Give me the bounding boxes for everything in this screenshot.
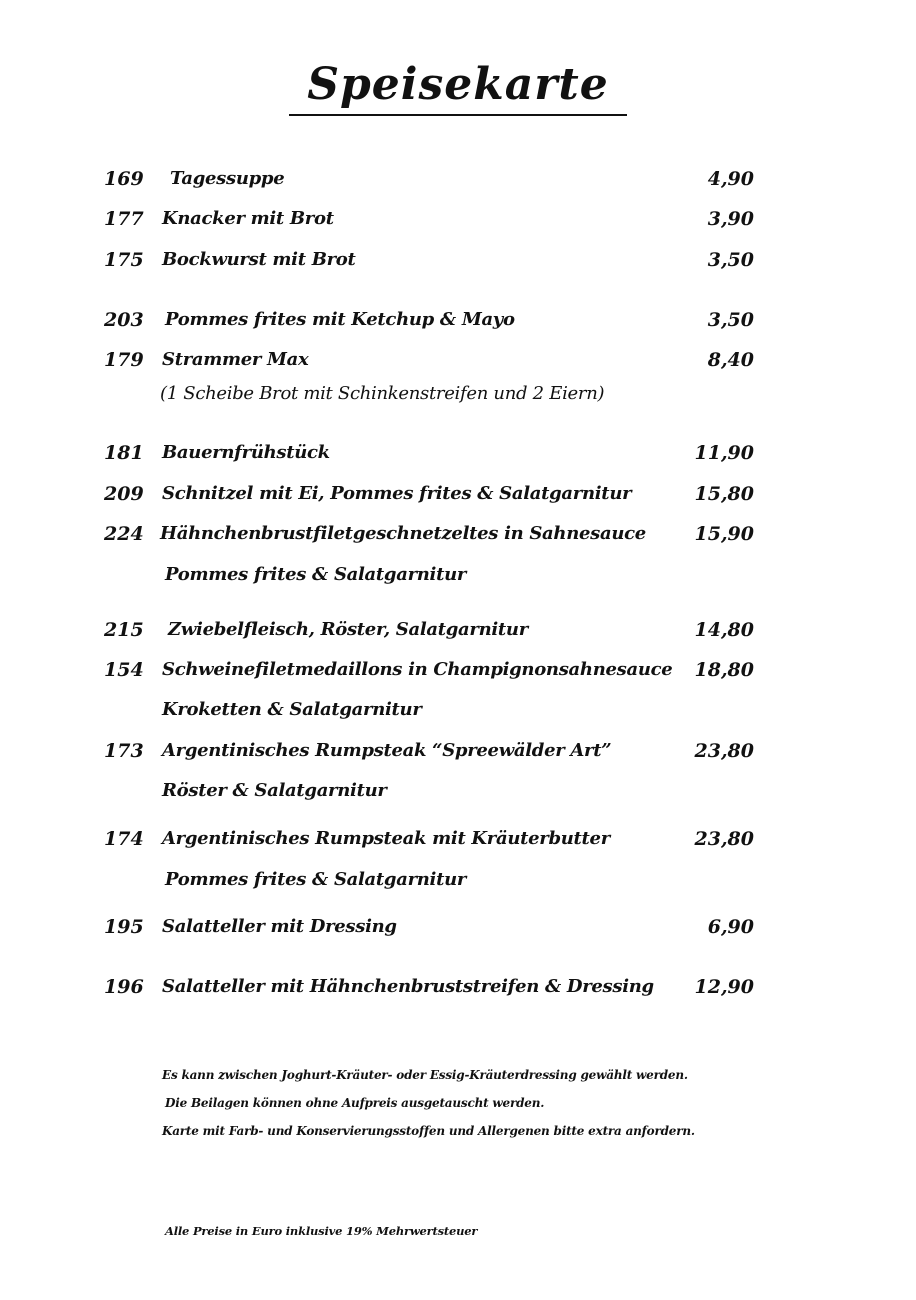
- item-number: 174: [104, 828, 144, 850]
- item-number: 169: [104, 168, 144, 190]
- menu-item-detail: [0, 695, 916, 725]
- menu-item-detail: [0, 560, 916, 590]
- item-price: 15,90: [694, 523, 754, 545]
- item-number: 179: [104, 349, 144, 371]
- menu-title-text: Speisekarte: [289, 58, 627, 116]
- item-number: 175: [104, 249, 144, 271]
- item-name: Schnitzel mit Ei, Pommes frites & Salatgarnitur: [162, 483, 632, 504]
- menu-item: [0, 519, 916, 549]
- item-name: Salatteller mit Dressing: [162, 916, 397, 937]
- menu-item-detail: [0, 865, 916, 895]
- menu-item: [0, 736, 916, 766]
- menu-item: [0, 655, 916, 685]
- item-detail: Kroketten & Salatgarnitur: [162, 699, 422, 720]
- item-name: Hähnchenbrustfiletgeschnetzeltes in Sahnesauce: [160, 523, 646, 544]
- item-name: Argentinisches Rumpsteak mit Kräuterbutter: [162, 828, 610, 849]
- menu-item: [0, 305, 916, 335]
- item-detail: Pommes frites & Salatgarnitur: [165, 564, 467, 585]
- item-name: Tagessuppe: [170, 168, 285, 189]
- menu-item: [0, 245, 916, 275]
- item-name: Salatteller mit Hähnchenbruststreifen & Dressing: [162, 976, 654, 997]
- item-name: Strammer Max: [162, 349, 309, 370]
- menu-item: [0, 972, 916, 1002]
- item-number: 196: [104, 976, 144, 998]
- item-detail: Pommes frites & Salatgarnitur: [165, 869, 467, 890]
- item-price: 3,50: [707, 249, 754, 271]
- menu-note: Die Beilagen können ohne Aufpreis ausgetauscht werden.: [165, 1096, 545, 1110]
- item-price: 18,80: [694, 659, 754, 681]
- item-number: 195: [104, 916, 144, 938]
- item-number: 224: [104, 523, 144, 545]
- item-name: Pommes frites mit Ketchup & Mayo: [165, 309, 515, 330]
- item-price: 15,80: [694, 483, 754, 505]
- item-number: 177: [104, 208, 144, 230]
- item-price: 14,80: [694, 619, 754, 641]
- menu-item: [0, 204, 916, 234]
- item-name: Argentinisches Rumpsteak “Spreewälder Art”: [162, 740, 612, 761]
- menu-item-detail: [0, 776, 916, 806]
- item-price: 11,90: [694, 442, 754, 464]
- item-price: 8,40: [707, 349, 754, 371]
- item-price: 23,80: [694, 740, 754, 762]
- item-name: Knacker mit Brot: [162, 208, 334, 229]
- menu-item-detail: [0, 379, 916, 409]
- item-name: Bauernfrühstück: [162, 442, 330, 463]
- menu-note: Es kann zwischen Joghurt-Kräuter- oder Essig-Kräuterdressing gewählt werden.: [162, 1068, 688, 1082]
- item-name: Bockwurst mit Brot: [162, 249, 356, 270]
- menu-item: [0, 479, 916, 509]
- menu-note: Karte mit Farb- und Konservierungsstoffen und Allergenen bitte extra anfordern.: [162, 1124, 695, 1138]
- item-price: 23,80: [694, 828, 754, 850]
- item-price: 12,90: [694, 976, 754, 998]
- menu-item: [0, 438, 916, 468]
- item-price: 3,50: [707, 309, 754, 331]
- item-number: 215: [104, 619, 144, 641]
- item-number: 154: [104, 659, 144, 681]
- item-number: 203: [104, 309, 144, 331]
- item-detail: Röster & Salatgarnitur: [162, 780, 387, 801]
- item-price: 4,90: [707, 168, 754, 190]
- item-detail: (1 Scheibe Brot mit Schinkenstreifen und 2 Eiern): [160, 383, 605, 404]
- item-number: 209: [104, 483, 144, 505]
- menu-footer: Alle Preise in Euro inklusive 19% Mehrwertsteuer: [165, 1224, 478, 1238]
- menu-item: [0, 164, 916, 194]
- item-number: 181: [104, 442, 144, 464]
- item-number: 173: [104, 740, 144, 762]
- item-name: Schweinefiletmedaillons in Champignonsahnesauce: [162, 659, 673, 680]
- menu-item: [0, 345, 916, 375]
- menu-title: [0, 58, 916, 116]
- menu-item: [0, 912, 916, 942]
- menu-item: [0, 824, 916, 854]
- item-price: 3,90: [707, 208, 754, 230]
- item-price: 6,90: [707, 916, 754, 938]
- item-name: Zwiebelfleisch, Röster, Salatgarnitur: [168, 619, 528, 640]
- menu-item: [0, 615, 916, 645]
